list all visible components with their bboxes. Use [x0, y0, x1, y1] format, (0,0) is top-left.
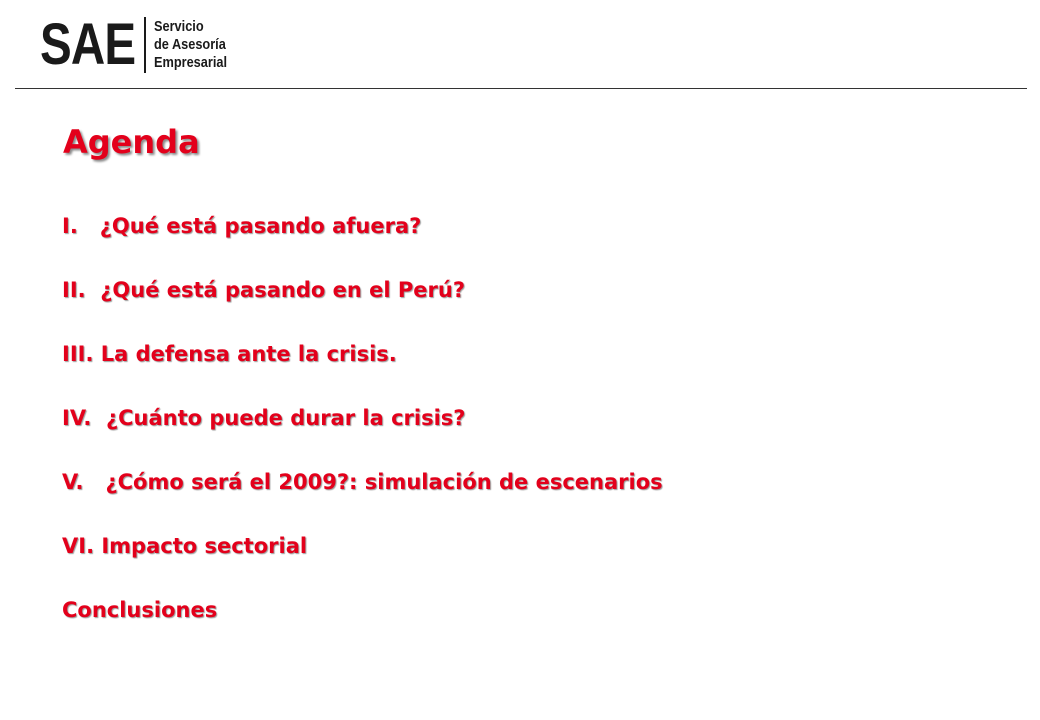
logo-divider	[144, 17, 146, 73]
logo-line-2: de Asesoría	[154, 36, 226, 53]
agenda-item-5: V. ¿Cómo será el 2009?: simulación de escenarios	[62, 470, 663, 494]
agenda-item-2: II. ¿Qué está pasando en el Perú?	[62, 278, 465, 302]
agenda-item-1: I. ¿Qué está pasando afuera?	[62, 214, 422, 238]
agenda-item-3: III. La defensa ante la crisis.	[62, 342, 397, 366]
agenda-item-4: IV. ¿Cuánto puede durar la crisis?	[62, 406, 466, 430]
logo-line-1: Servicio	[154, 18, 204, 35]
header-divider	[15, 88, 1027, 89]
agenda-item-conclusions: Conclusiones	[62, 598, 218, 622]
logo-line-3: Empresarial	[154, 54, 228, 71]
slide-title: Agenda	[63, 123, 200, 161]
agenda-item-6: VI. Impacto sectorial	[62, 534, 308, 558]
sae-logo	[40, 14, 240, 76]
agenda-list	[62, 205, 663, 653]
logo-text	[154, 18, 227, 72]
logo-mark: SAE	[40, 12, 136, 77]
